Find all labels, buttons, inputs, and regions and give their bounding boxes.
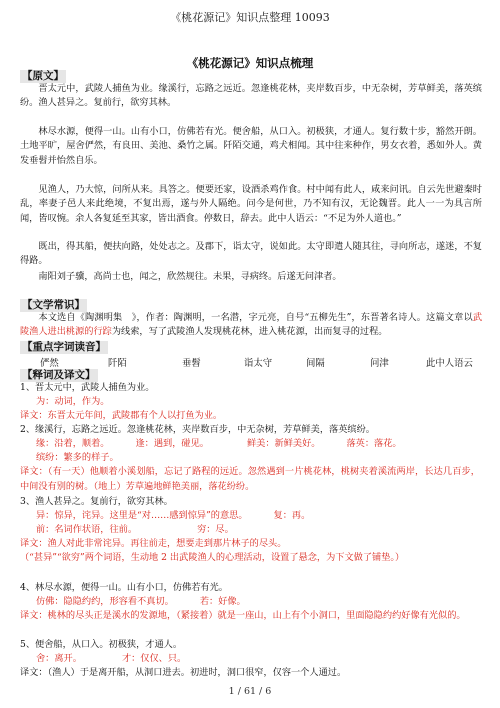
document-title: 《桃花源记》知识点整理 10093: [170, 11, 330, 24]
term-item: 此中人语云: [426, 358, 473, 369]
note-2-glosses: 缘：沿着，顺着。 逢：遇到，碰见。 鲜美：新鲜美好。 落英：落花。: [36, 438, 402, 449]
original-paragraph-2: 林尽水源，便得一山。山有小口，仿佛若有光。便舍船，从口入。初极狭，才通人。复行数十步，豁然开朗。土地平旷，屋舍俨然，有良田、美池、桑竹之属。阡陌交通，鸡犬相闻。其中往来种作，男女衣着，悉如外人。黄发垂髫并怡然自乐。: [20, 126, 482, 166]
note-3-sentence: 3、渔人甚异之。复前行，欲穷其林。: [20, 496, 173, 507]
main-title: 《桃花源记》知识点梳理: [186, 56, 314, 70]
section-literature-heading: 【文学常识】: [22, 299, 85, 311]
original-paragraph-5: 南阳刘子骥，高尚士也，闻之，欣然规往。未果，寻病终。后遂无问津者。: [38, 271, 342, 282]
original-paragraph-3: 见渔人，乃大惊，问所从来。具答之。便要还家，设酒杀鸡作食。村中闻有此人，咸来问讯。自云先世避秦时乱，率妻子邑人来此绝境，不复出焉，遂与外人隔绝。问今是何世，乃不知有汉，无论魏晋。此人一一为具言所闻，皆叹惋。余人各复延至其家，皆出酒食。停数日，辞去。此中人语云：“不足为外人道也。”: [20, 184, 482, 224]
literature-text-2: 为线索，写了武陵渔人发现桃花林，进入桃花源，出而复寻的过程。: [111, 326, 388, 338]
original-paragraph-4: 既出，得其船，便扶向路，处处志之。及郡下，诣太守，说如此。太守即遣人随其往，寻向所志，遂迷，不复得路。: [20, 241, 482, 267]
term-item: 诣太守: [244, 358, 273, 369]
note-3-glosses: 异：惊异，诧异。这里是“对……感到惊异”的意思。 复：再。: [36, 510, 311, 521]
term-item: 阡陌: [108, 358, 127, 369]
note-4-translation: 译文：桃林的尽头正是溪水的发源地，（紧接着）就是一座山，山上有个小洞口，里面隐隐约约好像有光似的。: [20, 610, 466, 621]
page-number: 1 / 61 / 6: [228, 686, 272, 697]
note-5-translation: 译文：（渔人）于是离开船，从洞口进去。初进时，洞口很窄，仅容一个人通过。: [20, 667, 347, 678]
note-4-sentence: 4、林尽水源，便得一山。山有小口，仿佛若有光。: [20, 582, 228, 593]
note-3-glosses-2: 前：名词作状语，往前。 穷：尽。: [36, 524, 234, 535]
note-2-translation: 译文：（有一天）他顺着小溪划船，忘记了路程的远近。忽然遇到一片桃花林，桃树夹着溪流两岸，长达几百步，中间没有别的树。（地上）芳草遍地鲜艳美丽，落花纷纷。: [20, 466, 480, 492]
note-2-gloss-extra: 缤纷：繁多的样子。: [36, 452, 119, 463]
literature-highlight: 武陵渔人进出桃源的行踪: [20, 312, 482, 338]
note-2-sentence: 2、缘溪行，忘路之远近。忽逢桃花林，夹岸数百步，中无杂树，芳草鲜美，落英缤纷。: [20, 424, 375, 435]
note-5-glosses: 舍：离开。 才：仅仅、只。: [36, 653, 187, 664]
term-item: 间隔: [306, 358, 325, 369]
original-paragraph-1: 晋太元中，武陵人捕鱼为业。缘溪行，忘路之远近。忽逢桃花林，夹岸数百步，中无杂树，芳草鲜美，落英缤纷。渔人甚异之。复前行，欲穷其林。: [20, 83, 482, 109]
section-notes-heading: 【释词及译文】: [22, 369, 96, 381]
term-item: 俨然: [40, 358, 59, 369]
note-1-translation: 译文：东晋太元年间，武陵郡有个人以打鱼为业。: [20, 410, 223, 421]
note-1-gloss: 为：动词，作为。: [36, 396, 110, 407]
term-item: 问津: [370, 358, 389, 369]
note-3-comment: （“甚异”“欲穷”两个词语，生动地 2 出武陵渔人的心理活动，设置了悬念，为下文做了铺垫。）: [20, 552, 405, 563]
section-original-heading: 【原文】: [22, 70, 64, 82]
term-item: 垂髫: [182, 358, 201, 369]
note-3-translation: 译文：渔人对此非常诧异。再往前走，想要走到那片林子的尽头。: [20, 538, 287, 549]
note-4-glosses: 仿佛：隐隐约约，形容看不真切。 若：好像。: [36, 596, 246, 607]
note-5-sentence: 5、便舍船，从口入。初极狭，才通人。: [20, 639, 183, 650]
section-key-terms-heading: 【重点字词读音】: [22, 341, 106, 353]
literature-text-1: 本文选自《陶渊明集 》，作者：陶渊明，一名潜，字元亮，自号“五柳先生”，东晋著名诗人。这篇文章以: [38, 312, 473, 323]
literature-paragraph: [20, 311, 482, 340]
note-1-sentence: 1、晋太元中，武陵人捕鱼为业。: [20, 382, 155, 393]
